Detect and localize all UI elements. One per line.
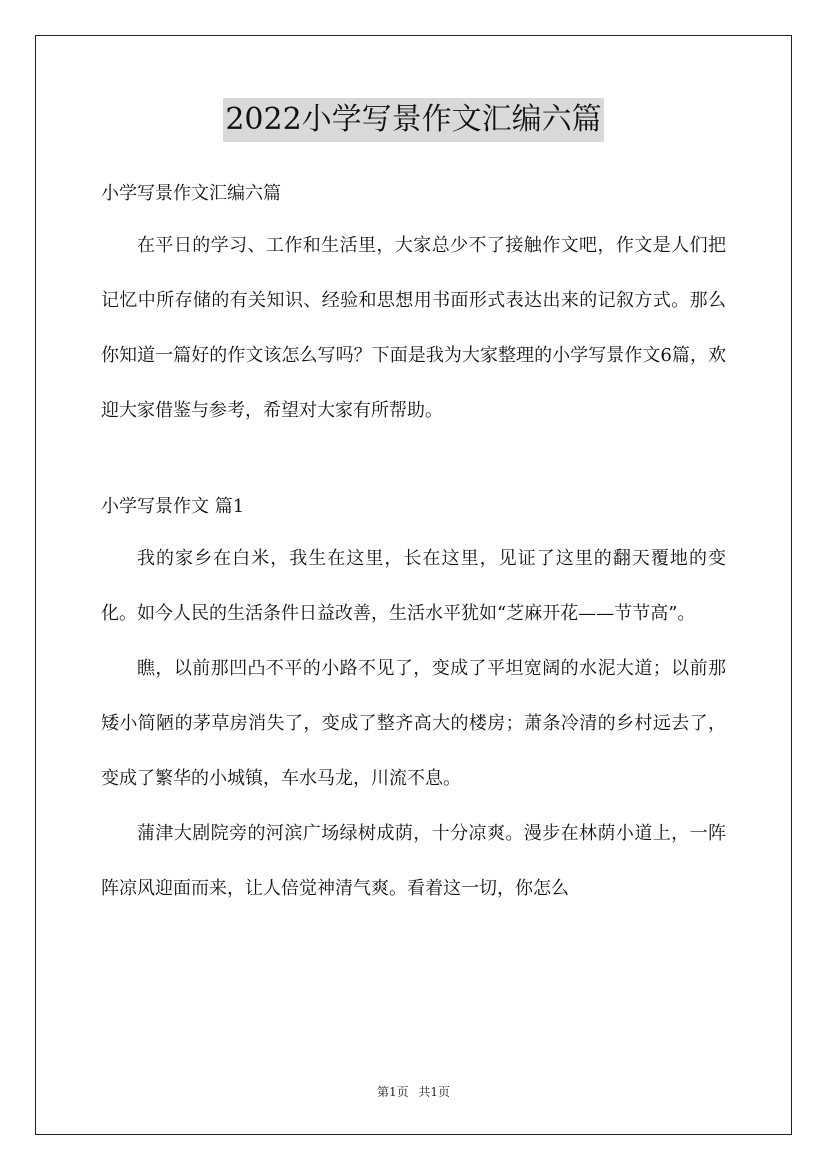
- section-paragraph-3: 蒲津大剧院旁的河滨广场绿树成荫，十分凉爽。漫步在林荫小道上，一阵阵凉风迎面而来，让人倍觉神清气爽。看着这一切，你怎么: [101, 823, 726, 899]
- page-total: 共1页: [418, 1085, 451, 1099]
- title-wrap: [0, 98, 827, 142]
- page-number: 第1页: [376, 1085, 409, 1099]
- section-paragraph-1: 我的家乡在白米，我生在这里，长在这里，见证了这里的翻天覆地的变化。如今人民的生活条件日益改善，生活水平犹如“芝麻开花——节节高”。: [101, 548, 726, 624]
- document-title: 2022小学写景作文汇编六篇: [223, 98, 603, 142]
- document-body: [101, 170, 726, 916]
- intro-paragraph: 在平日的学习、工作和生活里，大家总少不了接触作文吧，作文是人们把记忆中所存储的有关知识、经验和思想用书面形式表达出来的记叙方式。那么你知道一篇好的作文该怎么写吗？下面是我为大家整理的小学写景作文6篇，欢迎大家借鉴与参考，希望对大家有所帮助。: [101, 235, 726, 421]
- page-footer: [0, 1083, 827, 1100]
- section-gap: [101, 438, 726, 483]
- section-paragraph-2: 瞧，以前那凹凸不平的小路不见了，变成了平坦宽阔的水泥大道；以前那矮小简陋的茅草房消失了，变成了整齐高大的楼房；萧条冷清的乡村远去了，变成了繁华的小城镇，车水马龙，川流不息。: [101, 658, 726, 789]
- section-heading: 小学写景作文 篇1: [101, 496, 245, 517]
- document-subtitle: 小学写景作文汇编六篇: [101, 183, 281, 204]
